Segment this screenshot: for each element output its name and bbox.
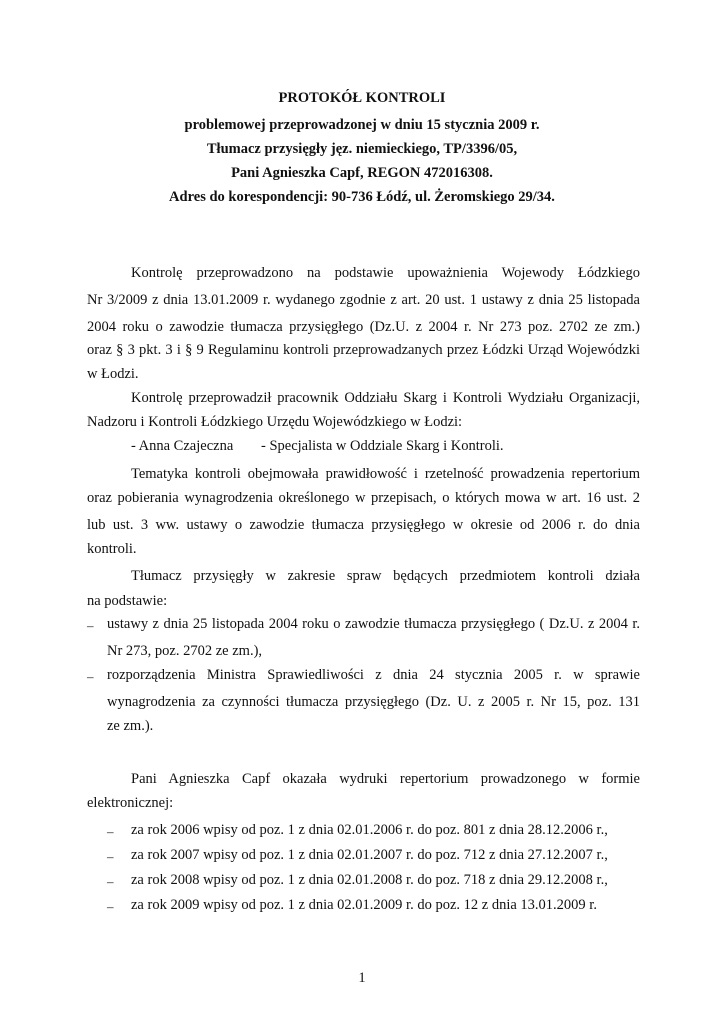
list-dash-icon: –: [107, 899, 114, 914]
para3-line3: lub ust. 3 ww. ustawy o zawodzie tłumacza przysięgłego w okresie od 2006 r. do dnia: [87, 517, 640, 533]
list-dash-icon: –: [107, 824, 114, 839]
para1-line4: oraz § 3 pkt. 3 i § 9 Regulaminu kontroli przeprowadzanych przez Łódzki Urząd Wojewódzki: [87, 342, 640, 358]
header-line-name-regon: Pani Agnieszka Capf, REGON 472016308.: [231, 165, 493, 181]
list-dash-icon: –: [107, 874, 114, 889]
para5-line1: Pani Agnieszka Capf okazała wydruki repertorium prowadzonego w formie: [131, 771, 640, 787]
para1-line2: Nr 3/2009 z dnia 13.01.2009 r. wydanego zgodnie z art. 20 ust. 1 ustawy z dnia 25 listopada: [87, 292, 640, 308]
basis-item-2-line3: ze zm.).: [107, 718, 154, 734]
inspector-name: - Anna Czajeczna: [131, 438, 234, 454]
basis-item-2-line2: wynagrodzenia za czynności tłumacza przysięgłego (Dz. U. z 2005 r. Nr 15, poz. 131: [107, 694, 640, 710]
header-line-control-date: problemowej przeprowadzonej w dniu 15 stycznia 2009 r.: [184, 117, 540, 133]
page-number: 1: [358, 970, 366, 986]
document-title: PROTOKÓŁ KONTROLI: [278, 90, 446, 106]
repertory-year-2008: za rok 2008 wpisy od poz. 1 z dnia 02.01.2008 r. do poz. 718 z dnia 29.12.2008 r.,: [131, 872, 608, 888]
para4-line1: Tłumacz przysięgły w zakresie spraw będących przedmiotem kontroli działa: [131, 568, 640, 584]
list-dash-icon: –: [87, 618, 94, 633]
inspector-role: - Specjalista w Oddziale Skarg i Kontroli.: [261, 438, 504, 454]
para3-line1: Tematyka kontroli obejmowała prawidłowość i rzetelność prowadzenia repertorium: [131, 466, 640, 482]
list-dash-icon: –: [107, 849, 114, 864]
para2-line2: Nadzoru i Kontroli Łódzkiego Urzędu Wojewódzkiego w Łodzi:: [87, 414, 463, 430]
para4-line2: na podstawie:: [87, 593, 168, 609]
list-dash-icon: –: [87, 669, 94, 684]
para1-line1: Kontrolę przeprowadzono na podstawie upoważnienia Wojewody Łódzkiego: [131, 265, 640, 281]
header-line-translator: Tłumacz przysięgły jęz. niemieckiego, TP/3396/05,: [206, 141, 518, 157]
repertory-year-2007: za rok 2007 wpisy od poz. 1 z dnia 02.01.2007 r. do poz. 712 z dnia 27.12.2007 r.,: [131, 847, 608, 863]
para1-line3: 2004 roku o zawodzie tłumacza przysięgłego (Dz.U. z 2004 r. Nr 273 poz. 2702 ze zm.): [87, 319, 640, 335]
para3-line2: oraz pobierania wynagrodzenia określonego w przepisach, o których mowa w art. 16 ust. 2: [87, 490, 640, 506]
repertory-year-2009: za rok 2009 wpisy od poz. 1 z dnia 02.01.2009 r. do poz. 12 z dnia 13.01.2009 r.: [131, 897, 597, 913]
basis-item-2-line1: rozporządzenia Ministra Sprawiedliwości z dnia 24 stycznia 2005 r. w sprawie: [107, 667, 640, 683]
repertory-year-2006: za rok 2006 wpisy od poz. 1 z dnia 02.01.2006 r. do poz. 801 z dnia 28.12.2006 r.,: [131, 822, 608, 838]
header-line-address: Adres do korespondencji: 90-736 Łódź, ul. Żeromskiego 29/34.: [169, 189, 555, 205]
basis-item-1-line2: Nr 273, poz. 2702 ze zm.),: [107, 643, 263, 659]
para1-line5: w Łodzi.: [87, 366, 139, 382]
basis-item-1-line1: ustawy z dnia 25 listopada 2004 roku o zawodzie tłumacza przysięgłego ( Dz.U. z 2004 r.: [107, 616, 640, 632]
para3-line4: kontroli.: [87, 541, 137, 557]
para5-line2: elektronicznej:: [87, 795, 174, 811]
para2-line1: Kontrolę przeprowadził pracownik Oddziału Skarg i Kontroli Wydziału Organizacji,: [131, 390, 640, 406]
